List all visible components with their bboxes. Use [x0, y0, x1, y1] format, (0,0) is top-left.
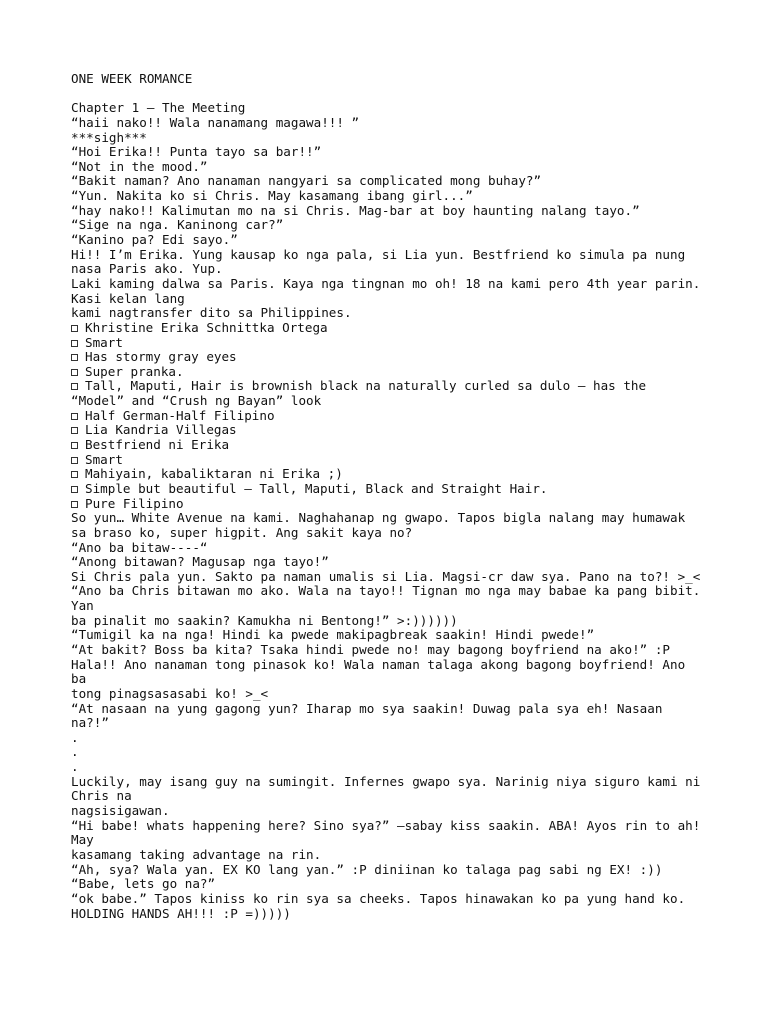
square-bullet-icon — [71, 383, 78, 390]
line-text: “haii nako!! Wala nanamang magawa!!! ” — [71, 114, 360, 130]
line-text: Laki kaming dalwa sa Paris. Kaya nga tingnan mo oh! 18 na kami pero 4th year parin. — [71, 275, 701, 291]
text-line — [71, 204, 711, 219]
line-text: “Babe, lets go na?” — [71, 876, 216, 892]
line-text: “Ano ba Chris bitawan mo ako. Wala na tayo!! Tignan mo nga may babae ka pang bibit. — [71, 583, 701, 599]
bullet-list-item — [71, 423, 711, 438]
text-line — [71, 907, 711, 922]
text-line — [71, 833, 711, 848]
line-text: “Ah, sya? Wala yan. EX KO lang yan.” :P diniinan ko talaga pag sabi ng EX! :)) — [71, 861, 663, 877]
line-text: “Bakit naman? Ano nanaman nangyari sa complicated mong buhay?” — [71, 173, 542, 189]
document-title: ONE WEEK ROMANCE — [71, 71, 193, 86]
line-text: “Anong bitawan? Magusap nga tayo!” — [71, 554, 329, 570]
line-text: Chris na — [71, 788, 132, 804]
text-line — [71, 101, 711, 116]
line-text: Luckily, may isang guy na sumingit. Infernes gwapo sya. Narinig niya siguro kami ni — [71, 773, 701, 789]
text-line — [71, 892, 711, 907]
line-text: Si Chris pala yun. Sakto pa naman umalis si Lia. Magsi-cr daw sya. Pano na to?! >_< — [71, 568, 701, 584]
line-text: Tall, Maputi, Hair is brownish black na naturally curled sa dulo – has the — [85, 378, 647, 394]
text-line — [71, 262, 711, 277]
text-line — [71, 716, 711, 731]
bullet-list-item — [71, 409, 711, 424]
bullet-list-item — [71, 453, 711, 468]
text-line — [71, 248, 711, 263]
text-line — [71, 233, 711, 248]
line-text: . — [71, 744, 79, 760]
line-text: So yun… White Avenue na kami. Naghahanap ng gwapo. Tapos bigla nalang may humawak — [71, 510, 686, 526]
text-line — [71, 614, 711, 629]
text-line — [71, 848, 711, 863]
line-text: “Not in the mood.” — [71, 158, 208, 174]
line-text: HOLDING HANDS AH!!! :P =))))) — [71, 905, 291, 921]
line-text: “Tumigil ka na nga! Hindi ka pwede makipagbreak saakin! Hindi pwede!” — [71, 627, 595, 643]
line-text: . — [71, 729, 79, 745]
bullet-list-item — [71, 379, 711, 394]
line-text: Hi!! I’m Erika. Yung kausap ko nga pala, si Lia yun. Bestfriend ko simula pa nung — [71, 246, 686, 262]
text-line — [71, 863, 711, 878]
text-line — [71, 526, 711, 541]
line-text: Smart — [85, 334, 123, 350]
line-text: Smart — [85, 451, 123, 467]
line-text: Simple but beautiful – Tall, Maputi, Black and Straight Hair. — [85, 480, 548, 496]
line-text: May — [71, 832, 94, 848]
text-line — [71, 584, 711, 599]
bullet-list-item — [71, 321, 711, 336]
text-line — [71, 658, 711, 673]
line-text: Lia Kandria Villegas — [85, 422, 237, 438]
line-text: Chapter 1 – The Meeting — [71, 100, 246, 116]
line-text: “Hi babe! whats happening here? Sino sya?” –sabay kiss saakin. ABA! Ayos rin to ah! — [71, 817, 701, 833]
text-line — [71, 277, 711, 292]
text-line — [71, 145, 711, 160]
bullet-list-item — [71, 365, 711, 380]
text-line — [71, 760, 711, 775]
line-text: kasamang taking advantage na rin. — [71, 846, 322, 862]
line-text: Super pranka. — [85, 363, 184, 379]
document-text — [71, 101, 711, 921]
square-bullet-icon — [71, 340, 78, 347]
text-line — [71, 292, 711, 307]
text-line — [71, 731, 711, 746]
text-line — [71, 555, 711, 570]
line-text: “At nasaan na yung gagong yun? Iharap mo sya saakin! Duwag pala sya eh! Nasaan — [71, 700, 663, 716]
line-text: tong pinagsasasabi ko! >_< — [71, 685, 269, 701]
square-bullet-icon — [71, 442, 78, 449]
line-text: “Sige na nga. Kaninong car?” — [71, 217, 284, 233]
text-line — [71, 745, 711, 760]
line-text: “hay nako!! Kalimutan mo na si Chris. Mag-bar at boy haunting nalang tayo.” — [71, 202, 640, 218]
bullet-list-item — [71, 482, 711, 497]
line-text: “ok babe.” Tapos kiniss ko rin sya sa cheeks. Tapos hinawakan ko pa yung hand ko. — [71, 890, 686, 906]
text-line — [71, 643, 711, 658]
text-line — [71, 116, 711, 131]
line-text: Half German-Half Filipino — [85, 407, 275, 423]
text-line — [71, 804, 711, 819]
line-text: Yan — [71, 598, 94, 614]
line-text: Kasi kelan lang — [71, 290, 185, 306]
line-text: . — [71, 759, 79, 775]
square-bullet-icon — [71, 354, 78, 361]
line-text: sa braso ko, super higpit. Ang sakit kaya no? — [71, 524, 413, 540]
square-bullet-icon — [71, 413, 78, 420]
line-text: “Model” and “Crush ng Bayan” look — [71, 393, 322, 409]
line-text: “Hoi Erika!! Punta tayo sa bar!!” — [71, 144, 322, 160]
bullet-list-item — [71, 467, 711, 482]
bullet-list-item — [71, 336, 711, 351]
text-line — [71, 702, 711, 717]
line-text: ba — [71, 671, 87, 687]
text-line — [71, 819, 711, 834]
text-line — [71, 218, 711, 233]
text-line — [71, 511, 711, 526]
text-line — [71, 672, 711, 687]
text-line — [71, 306, 711, 321]
text-line — [71, 628, 711, 643]
bullet-list-item — [71, 350, 711, 365]
text-line — [71, 541, 711, 556]
line-text: ba pinalit mo saakin? Kamukha ni Bentong!” >:)))))) — [71, 612, 458, 628]
square-bullet-icon — [71, 501, 78, 508]
square-bullet-icon — [71, 471, 78, 478]
square-bullet-icon — [71, 427, 78, 434]
square-bullet-icon — [71, 457, 78, 464]
bullet-list-item — [71, 438, 711, 453]
square-bullet-icon — [71, 486, 78, 493]
line-text: Pure Filipino — [85, 495, 184, 511]
text-line — [71, 789, 711, 804]
text-line — [71, 189, 711, 204]
line-text: Hala!! Ano nanaman tong pinasok ko! Wala naman talaga akong bagong boyfriend! Ano — [71, 656, 686, 672]
text-line — [71, 599, 711, 614]
line-text: kami nagtransfer dito sa Philippines. — [71, 305, 352, 321]
square-bullet-icon — [71, 325, 78, 332]
text-line — [71, 775, 711, 790]
line-text: “Kanino pa? Edi sayo.” — [71, 232, 238, 248]
text-line — [71, 570, 711, 585]
text-line — [71, 394, 711, 409]
line-text: na?!” — [71, 715, 109, 731]
line-text: Mahiyain, kabaliktaran ni Erika ;) — [85, 466, 343, 482]
line-text: Bestfriend ni Erika — [85, 437, 230, 453]
line-text: “Yun. Nakita ko si Chris. May kasamang ibang girl...” — [71, 188, 473, 204]
line-text: Has stormy gray eyes — [85, 349, 237, 365]
bullet-list-item — [71, 497, 711, 512]
line-text: “At bakit? Boss ba kita? Tsaka hindi pwede no! may bagong boyfriend na ako!” :P — [71, 641, 670, 657]
line-text: Khristine Erika Schnittka Ortega — [85, 319, 328, 335]
square-bullet-icon — [71, 369, 78, 376]
line-text: ***sigh*** — [71, 129, 147, 145]
document-body — [71, 72, 711, 921]
line-text: nagsisigawan. — [71, 803, 170, 819]
text-line — [71, 877, 711, 892]
line-text: “Ano ba bitaw----“ — [71, 539, 208, 555]
text-line — [71, 160, 711, 175]
text-line — [71, 687, 711, 702]
text-line — [71, 174, 711, 189]
text-line — [71, 131, 711, 146]
line-text: nasa Paris ako. Yup. — [71, 261, 223, 277]
